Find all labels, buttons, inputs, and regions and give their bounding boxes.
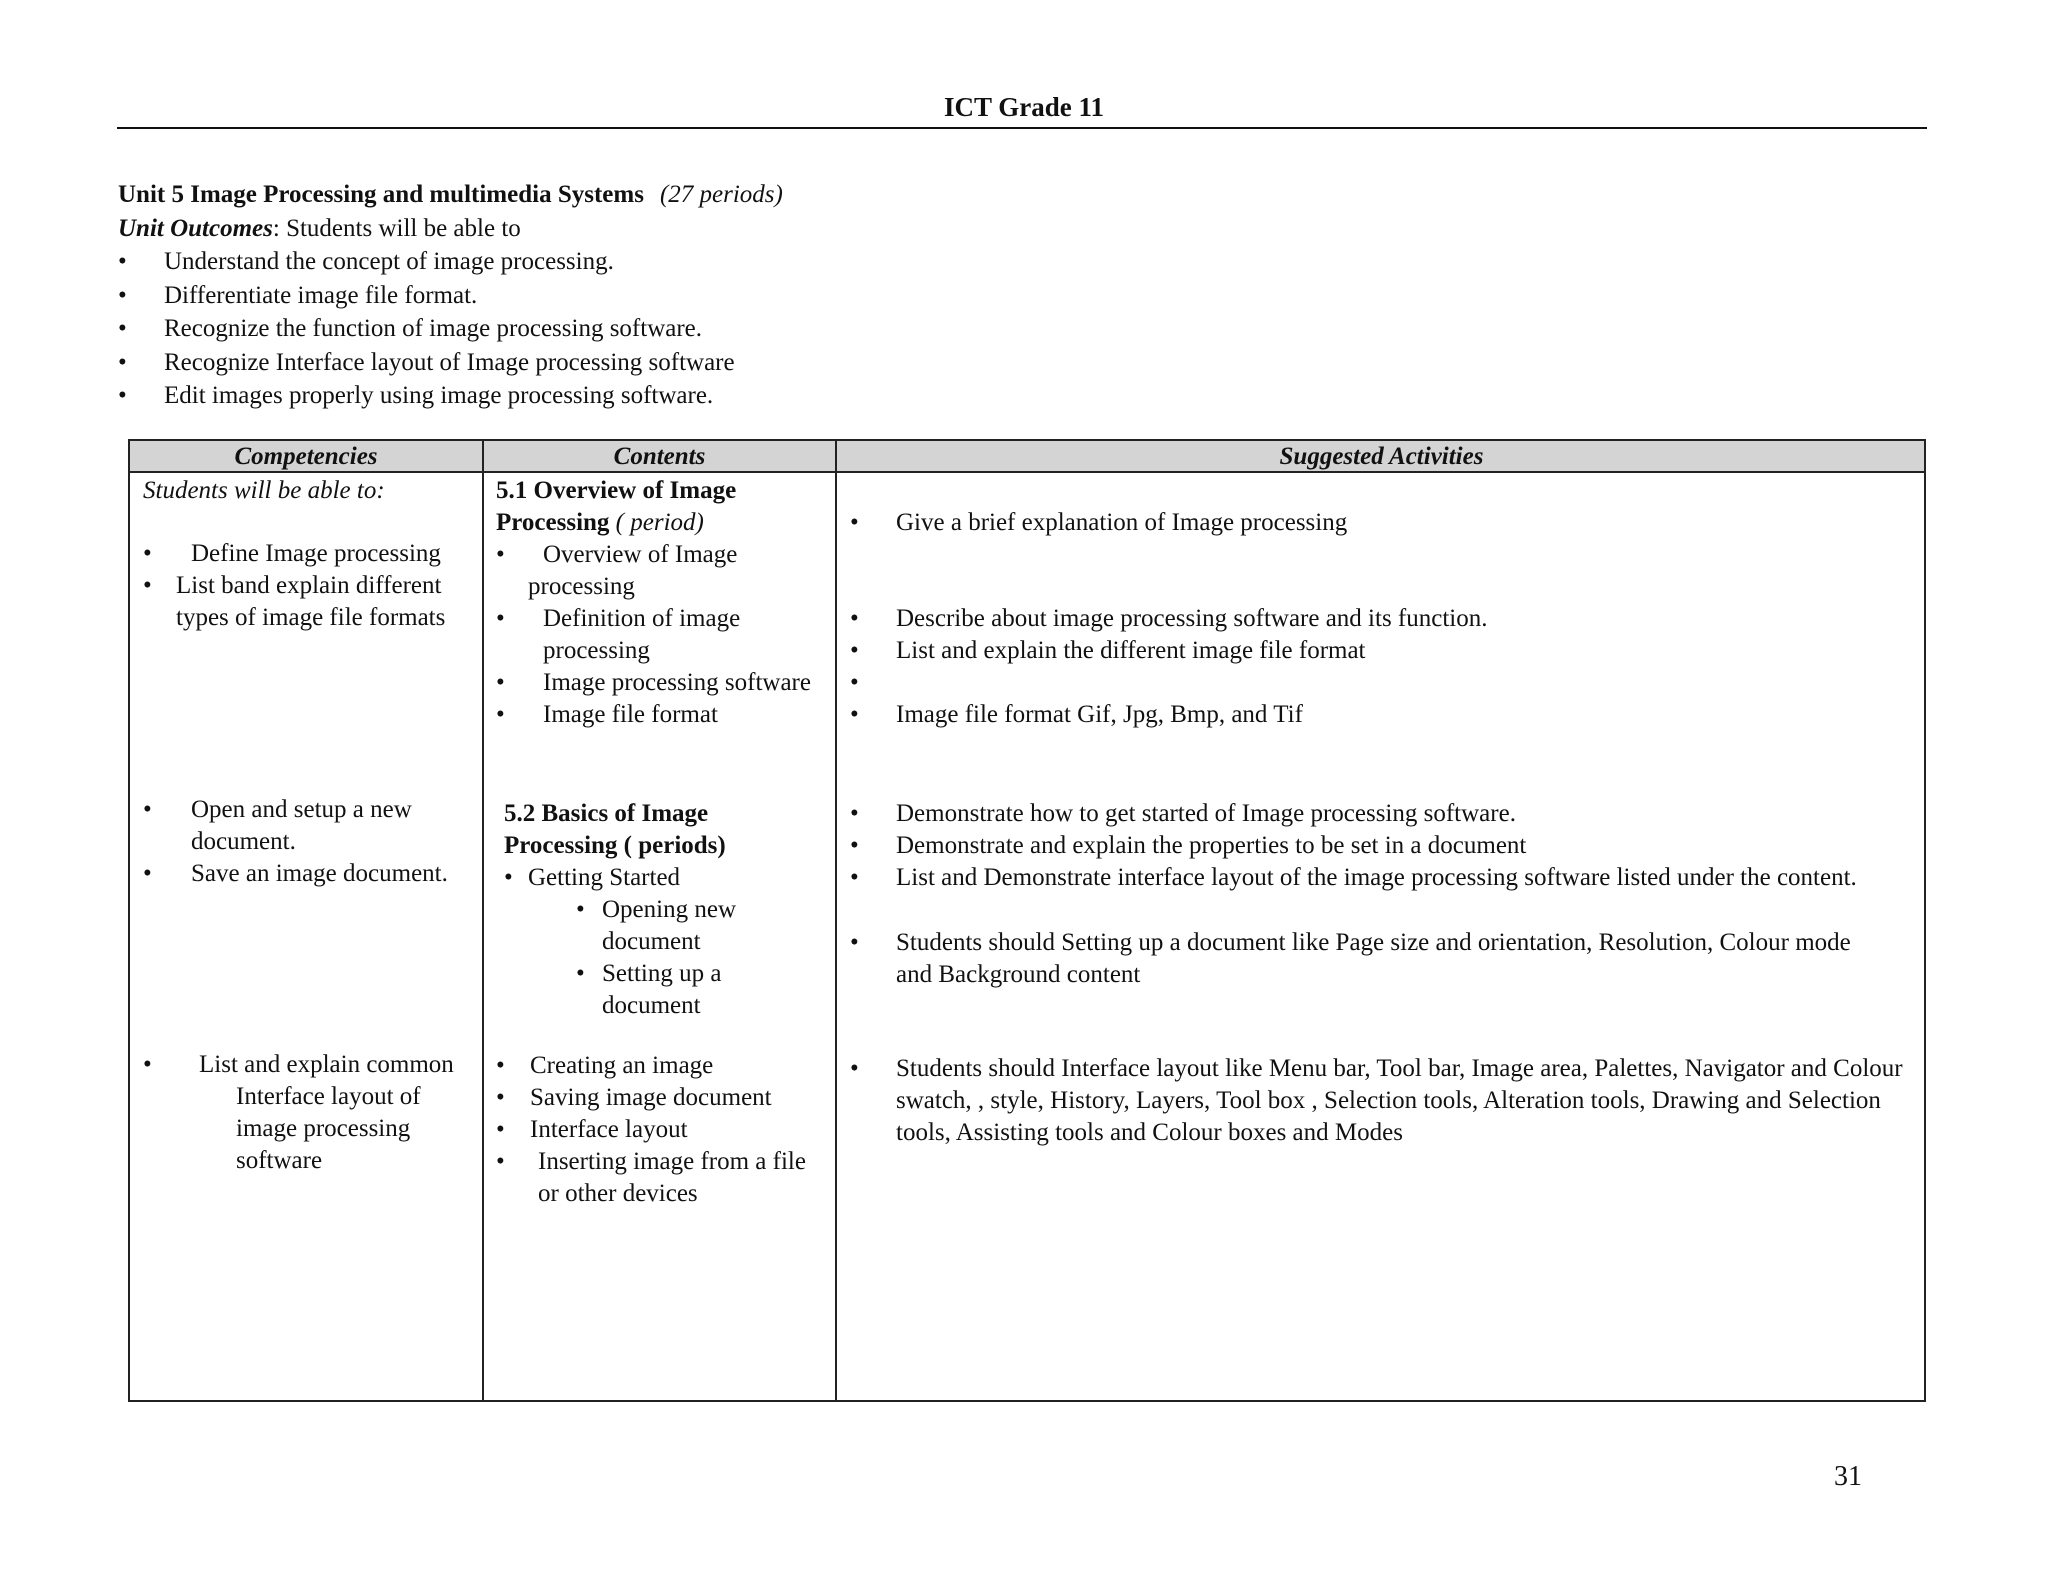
activity-item: • Demonstrate and explain the properties to be set in a document: [850, 830, 1890, 862]
section-5-2-title: 5.2 Basics of Image Processing ( periods): [504, 800, 726, 859]
competency-item: • Open and setup a new document.: [143, 794, 473, 858]
activity-item: • Students should Interface layout like Menu bar, Tool bar, Image area, Palettes, Navigator and Colour swatch, , style, History, Layers, Tool box , Selection tools, Alteration tools, Drawing and Selection tools, Assisting tools and Colour boxes and Modes: [850, 1053, 1910, 1149]
section-5-1-title: 5.1 Overview of Image Processing: [496, 477, 737, 536]
competency-item: • Save an image document.: [143, 858, 473, 890]
competencies-list-3: [143, 1049, 473, 1177]
activity-item: [850, 667, 1910, 699]
content-item: • Image file format: [496, 699, 826, 731]
unit-outcomes-intro: : Students will be able to: [272, 214, 521, 242]
header-competencies: Competencies: [234, 443, 378, 470]
content-item: • Image processing software: [496, 667, 826, 699]
activities-group-1: [850, 507, 1910, 539]
curriculum-table: [128, 439, 1926, 1402]
header-suggested-activities: Suggested Activities: [1279, 443, 1484, 470]
activity-item: • Image file format Gif, Jpg, Bmp, and Tif: [850, 699, 1910, 731]
activity-item: • Students should Setting up a document like Page size and orientation, Resolution, Colour mode and Background content: [850, 927, 1890, 991]
section-5-1-periods: ( period): [615, 509, 704, 536]
activity-item: • List and Demonstrate interface layout of the image processing software listed under the content.: [850, 862, 1890, 894]
content-item: • Creating an image: [496, 1050, 826, 1082]
unit-outcomes-list: [118, 245, 783, 413]
competencies-intro: Students will be able to:: [143, 477, 385, 504]
content-item: • Definition of image processing: [496, 603, 826, 667]
activity-item: • List and explain the different image file format: [850, 635, 1910, 667]
outcome-item: • Recognize the function of image processing software.: [118, 312, 783, 346]
unit-title: Unit 5 Image Processing and multimedia Systems: [118, 181, 644, 208]
content-subitem: • Setting up a document: [576, 958, 824, 1022]
contents-section-interface: [496, 1050, 826, 1210]
outcome-item: • Edit images properly using image processing software.: [118, 379, 783, 413]
activities-group-2: [850, 603, 1910, 731]
activities-group-4: [850, 927, 1890, 991]
unit-intro: [118, 178, 783, 413]
competencies-list-1: [143, 538, 473, 634]
competency-item: • List band explain different types of image file formats: [143, 570, 473, 634]
page-number: 31: [1834, 1461, 1862, 1492]
header-contents: Contents: [613, 443, 706, 470]
unit-outcomes-label: Unit Outcomes: [118, 214, 273, 242]
contents-section-5-2: [504, 798, 824, 1022]
section-5-1-items: [496, 539, 826, 731]
contents-section-5-1: [496, 475, 826, 731]
content-item: • Getting Started: [504, 862, 824, 894]
outcome-item: • Understand the concept of image processing.: [118, 245, 783, 279]
page-header-title: ICT Grade 11: [943, 92, 1105, 122]
header-divider: [117, 127, 1927, 129]
content-subitem: • Opening new document: [576, 894, 824, 958]
activity-item: • Demonstrate how to get started of Image processing software.: [850, 798, 1890, 830]
outcome-item: • Differentiate image file format.: [118, 279, 783, 313]
section-5-2-items: [504, 862, 824, 894]
content-item: • Saving image document: [496, 1082, 826, 1114]
competencies-list-2: [143, 794, 473, 890]
unit-heading: [118, 178, 783, 212]
content-item: [496, 539, 826, 603]
column-divider: [482, 441, 484, 1400]
content-item-text: • Overview of Image processing: [528, 541, 738, 600]
activity-item: • Describe about image processing software and its function.: [850, 603, 1910, 635]
competency-item: [143, 1049, 473, 1177]
activities-group-3: [850, 798, 1890, 894]
section-5-2-subitems: [576, 894, 824, 1022]
column-divider: [835, 441, 837, 1400]
outcome-item: • Recognize Interface layout of Image processing software: [118, 346, 783, 380]
content-item: • Interface layout: [496, 1114, 826, 1146]
competency-item: • Define Image processing: [143, 538, 473, 570]
unit-outcomes-line: [118, 212, 783, 246]
activity-item: • Give a brief explanation of Image processing: [850, 507, 1910, 539]
activities-group-5: [850, 1053, 1910, 1149]
content-item: • Inserting image from a file or other devices: [496, 1146, 826, 1210]
competency-item-text: • List and explain common Interface layout of image processing software: [199, 1051, 454, 1174]
unit-periods: (27 periods): [659, 181, 783, 208]
